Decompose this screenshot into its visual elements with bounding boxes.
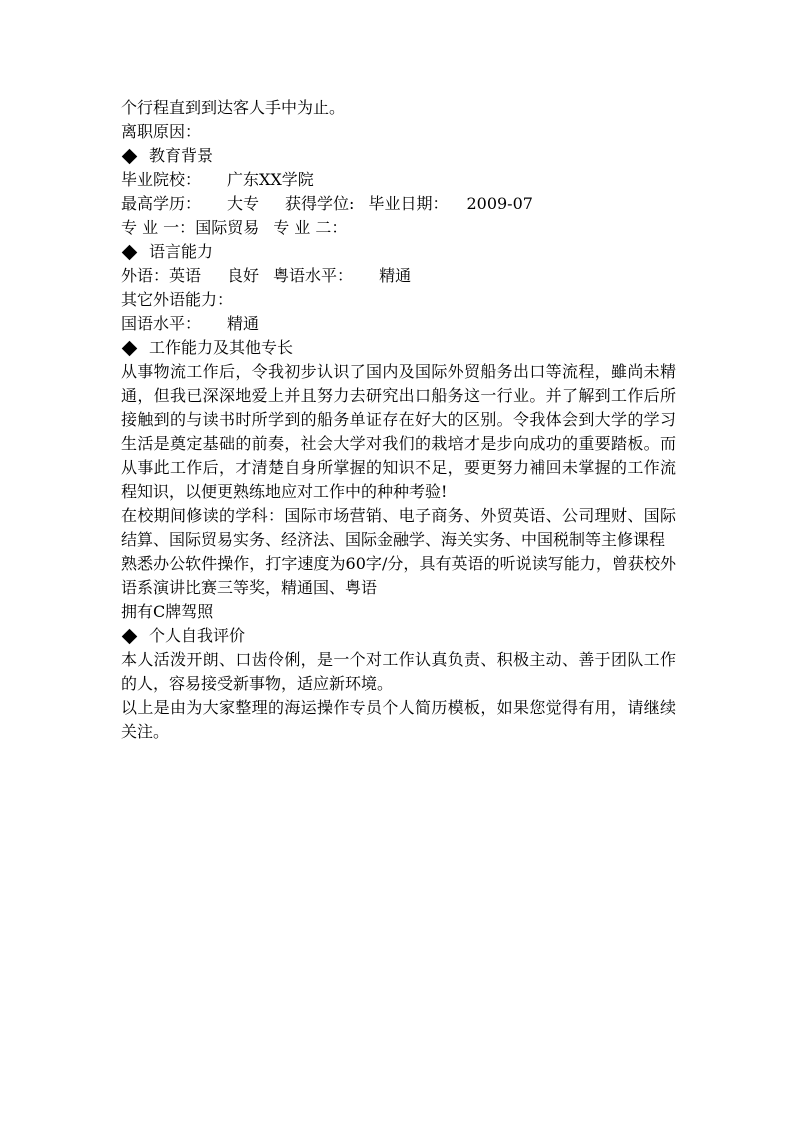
leave-reason-label: 离职原因： bbox=[121, 122, 202, 141]
school-row bbox=[121, 168, 676, 192]
section-heading-education bbox=[121, 144, 676, 168]
continuation-line: 个行程直到到达客人手中为止。 bbox=[121, 98, 346, 117]
major-row bbox=[121, 216, 676, 240]
section-title: 语言能力 bbox=[149, 242, 214, 261]
major2-label: 专 业 二： bbox=[273, 218, 348, 237]
skills-paragraph-work: 从事物流工作后，令我初步认识了国内及国际外贸船务出口等流程，雖尚未精通，但我已深深地爱上并且努力去研究出口船务这一行业。并了解到工作后所接触到的与读书时所学到的船务单证存在好大的区别。令我体会到大学的学习生活是奠定基础的前奏，社会大学对我们的栽培才是步向成功的重要踏板。而从事此工作后，才清楚自身所掌握的知识不足，要更努力補回未掌握的工作流程知识，以便更熟练地应对工作中的种种考验! bbox=[121, 362, 676, 501]
diamond-bullet-icon bbox=[122, 148, 138, 164]
cantonese-label: 粤语水平： bbox=[273, 266, 354, 285]
school-value: 广东XX学院 bbox=[227, 170, 314, 189]
skills-paragraph-license: 拥有C牌驾照 bbox=[121, 602, 214, 621]
school-label: 毕业院校： bbox=[121, 170, 202, 189]
skills-paragraph-courses: 在校期间修读的学科：国际市场营销、电子商务、外贸英语、公司理财、国际结算、国际贸易实务、经济法、国际金融学、海关实务、中国税制等主修课程 bbox=[121, 506, 676, 549]
section-title: 工作能力及其他专长 bbox=[149, 338, 294, 357]
foreign-level: 良好 bbox=[227, 266, 260, 285]
diamond-bullet-icon bbox=[122, 244, 138, 260]
mandarin-value: 精通 bbox=[227, 314, 260, 333]
diamond-bullet-icon bbox=[122, 340, 138, 356]
mandarin-label: 国语水平： bbox=[121, 314, 202, 333]
section-title: 个人自我评价 bbox=[149, 626, 246, 645]
section-heading-skills bbox=[121, 336, 676, 360]
major1-label: 专 业 一： bbox=[121, 218, 196, 237]
grad-value: 2009-07 bbox=[466, 194, 533, 213]
mandarin-row bbox=[121, 312, 676, 336]
skills-paragraph-abilities: 熟悉办公软件操作，打字速度为60字/分，具有英语的听说读写能力，曾获校外语系演讲比赛三等奖，精通国、粤语 bbox=[121, 554, 676, 597]
other-language-label: 其它外语能力： bbox=[121, 290, 234, 309]
section-title: 教育背景 bbox=[149, 146, 214, 165]
foreign-value: 英语 bbox=[169, 266, 202, 285]
foreign-language-row bbox=[121, 264, 676, 288]
grad-label: 毕业日期： bbox=[368, 194, 449, 213]
self-eval-paragraph: 本人活泼开朗、口齿伶俐，是一个对工作认真负责、积极主动、善于团队工作的人，容易接受新事物，适应新环境。 bbox=[121, 650, 676, 693]
section-heading-language bbox=[121, 240, 676, 264]
foreign-label: 外语： bbox=[121, 266, 170, 285]
resume-body bbox=[121, 96, 676, 744]
degree-value: 大专 bbox=[227, 194, 260, 213]
closing-paragraph: 以上是由为大家整理的海运操作专员个人简历模板，如果您觉得有用，请继续关注。 bbox=[121, 698, 676, 741]
section-heading-self-eval bbox=[121, 624, 676, 648]
award-label: 获得学位: bbox=[285, 194, 355, 213]
diamond-bullet-icon bbox=[122, 628, 138, 644]
degree-row bbox=[121, 192, 676, 216]
degree-label: 最高学历： bbox=[121, 194, 202, 213]
cantonese-value: 精通 bbox=[379, 266, 412, 285]
major1-value: 国际贸易 bbox=[195, 218, 260, 237]
